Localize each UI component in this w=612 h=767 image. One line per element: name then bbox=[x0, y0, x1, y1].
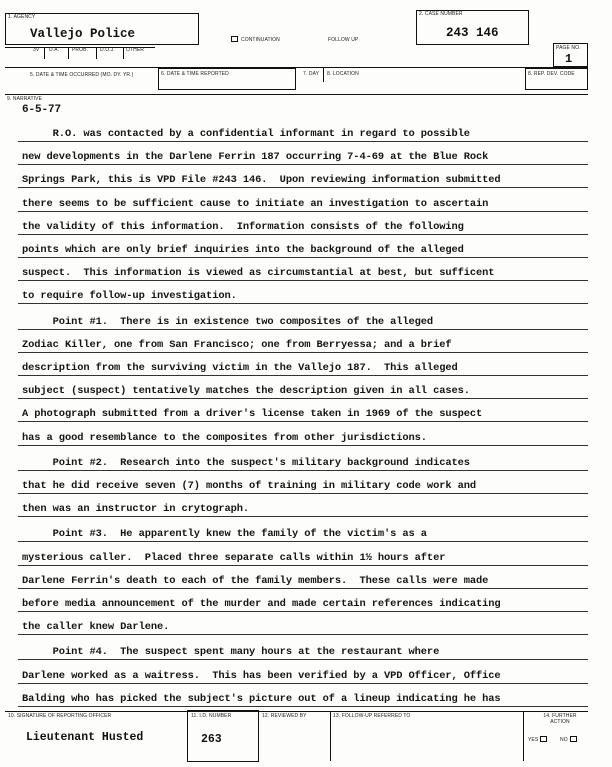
narrative-rule bbox=[18, 588, 588, 589]
narrative-line: then was an instructor in crytograph. bbox=[22, 503, 250, 516]
yes-label: YES bbox=[528, 737, 539, 743]
sub-label-doj: D.O.J. bbox=[100, 47, 115, 53]
yes-checkbox[interactable] bbox=[540, 736, 547, 742]
reviewed-divider bbox=[330, 711, 331, 761]
narrative-rule bbox=[18, 375, 588, 376]
narrative-rule bbox=[18, 634, 588, 635]
narrative-rule bbox=[18, 329, 588, 330]
narrative-line: has a good resemblance to the composites from other jurisdictions. bbox=[22, 431, 427, 444]
narrative-rule bbox=[18, 470, 588, 471]
narrative-rule bbox=[18, 398, 588, 399]
narrative-rule bbox=[18, 445, 588, 446]
reviewed-by-label: 12. REVIEWED BY bbox=[262, 713, 307, 719]
narrative-rule bbox=[18, 421, 588, 422]
narrative-rule bbox=[18, 234, 588, 235]
follow-up-referred-label: 13. FOLLOW-UP REFERRED TO bbox=[333, 713, 411, 719]
continuation-checkbox[interactable] bbox=[231, 36, 238, 42]
case-number-value: 243 146 bbox=[446, 26, 499, 40]
narrative-rule bbox=[18, 352, 588, 353]
narrative-rule bbox=[18, 683, 588, 684]
narrative-line: points which are only brief inquiries into the background of the alleged bbox=[22, 244, 464, 256]
narrative-line: description from the surviving victim in the Vallejo 187. This alleged bbox=[22, 362, 458, 374]
header-divider-2 bbox=[68, 47, 69, 59]
narrative-rule bbox=[18, 659, 588, 660]
narrative-line: subject (suspect) tentatively matches the description given in all cases. bbox=[22, 385, 470, 398]
narrative-rule bbox=[18, 611, 588, 612]
day-label: 7. DAY bbox=[303, 71, 320, 77]
narrative-line: Point #2. Research into the suspect's military background indicates bbox=[22, 456, 470, 469]
sub-label-da: D.A. bbox=[49, 47, 60, 53]
id-number-value: 263 bbox=[201, 733, 222, 746]
narrative-rule bbox=[18, 493, 588, 494]
narrative-line: the caller knew Darlene. bbox=[22, 621, 170, 634]
day-divider bbox=[323, 68, 324, 82]
narrative-rule bbox=[18, 280, 588, 281]
narrative-rule bbox=[18, 164, 588, 165]
narrative-rule bbox=[18, 303, 588, 304]
sub-label-3v: 3V bbox=[33, 47, 40, 53]
no-label: NO bbox=[560, 737, 568, 743]
date-time-reported-label: 6. DATE & TIME REPORTED bbox=[161, 71, 229, 77]
sub-label-prob: PROB. bbox=[72, 47, 89, 53]
header-rule-2 bbox=[5, 67, 588, 68]
narrative-rule bbox=[18, 706, 588, 707]
case-number-label: 2. CASE NUMBER bbox=[419, 11, 463, 17]
page-no-value: 1 bbox=[565, 52, 573, 66]
header-divider-4 bbox=[123, 47, 124, 59]
narrative-line: the validity of this information. Information consists of the following bbox=[22, 220, 464, 233]
narrative-line: mysterious caller. Placed three separate calls within 1½ hours after bbox=[22, 551, 446, 564]
narrative-line: A photograph submitted from a driver's license taken in 1969 of the suspect bbox=[22, 408, 483, 421]
narrative-line: Springs Park, this is VPD File #243 146. Upon reviewing information submitted bbox=[22, 174, 501, 187]
narrative-rule bbox=[18, 211, 588, 212]
date-time-occurred-label: 5. DATE & TIME OCCURRED (MO. DY. YR.) bbox=[30, 72, 134, 78]
narrative-line: Balding who has picked the subject's picture out of a lineup indicating he has bbox=[22, 692, 501, 705]
follow-up-label: FOLLOW UP bbox=[328, 37, 359, 43]
narrative-line: to require follow-up investigation. bbox=[22, 290, 237, 303]
narrative-line: new developments in the Darlene Ferrin 187 occurring 7-4-69 at the Blue Rock bbox=[22, 151, 489, 164]
further-action-label: 14. FURTHER ACTION bbox=[543, 713, 577, 725]
narrative-rule bbox=[18, 257, 588, 258]
narrative-date: 6-5-77 bbox=[22, 104, 62, 116]
narrative-line: R.O. was contacted by a confidential informant in regard to possible bbox=[22, 128, 470, 140]
agency-label: 1. AGENCY bbox=[8, 14, 36, 20]
header-divider-3 bbox=[96, 47, 97, 59]
narrative-line: Zodiac Killer, one from San Francisco; one from Berryessa; and a brief bbox=[22, 338, 452, 351]
narrative-line: before media announcement of the murder and made certain references indicating bbox=[22, 598, 501, 610]
sub-label-other: OTHER bbox=[126, 47, 144, 53]
narrative-rule bbox=[18, 516, 588, 517]
id-number-label: 11. I.D. NUMBER bbox=[191, 713, 232, 719]
narrative-line: Point #3. He apparently knew the family of the victim's as a bbox=[22, 528, 427, 541]
signature-label: 10. SIGNATURE OF REPORTING OFFICER bbox=[8, 713, 112, 719]
narrative-label: 9. NARRATIVE bbox=[7, 96, 43, 102]
narrative-line: Darlene Ferrin's death to each of the family members. These calls were made bbox=[22, 574, 489, 587]
narrative-line: there seems to be sufficient cause to initiate an investigation to ascertain bbox=[22, 197, 489, 210]
further-action-divider bbox=[523, 711, 524, 761]
continuation-label: CONTINUATION bbox=[241, 37, 280, 43]
header-divider-1 bbox=[44, 47, 45, 59]
narrative-line: Point #4. The suspect spent many hours at the restaurant where bbox=[22, 646, 440, 659]
footer-rule bbox=[5, 711, 588, 712]
narrative-line: suspect. This information is viewed as circumstantial at best, but sufficent bbox=[22, 267, 495, 280]
narrative-rule bbox=[18, 565, 588, 566]
rep-dev-code-label: 8. REP. DEV. CODE bbox=[528, 71, 575, 77]
narrative-rule bbox=[18, 141, 588, 142]
no-checkbox[interactable] bbox=[570, 736, 577, 742]
narrative-rule bbox=[18, 187, 588, 188]
narrative-line: that he did receive seven (7) months of training in military code work and bbox=[22, 480, 477, 492]
officer-name: Lieutenant Husted bbox=[26, 731, 144, 744]
agency-value: Vallejo Police bbox=[30, 27, 136, 41]
location-label: 8. LOCATION bbox=[327, 71, 359, 77]
header-rule-3 bbox=[5, 94, 588, 95]
narrative-line: Darlene worked as a waitress. This has been verified by a VPD Officer, Office bbox=[22, 669, 501, 682]
page-no-label: PAGE NO. bbox=[556, 45, 581, 51]
narrative-line: Point #1. There is in existence two composites of the alleged bbox=[22, 315, 434, 328]
narrative-rule bbox=[18, 541, 588, 542]
